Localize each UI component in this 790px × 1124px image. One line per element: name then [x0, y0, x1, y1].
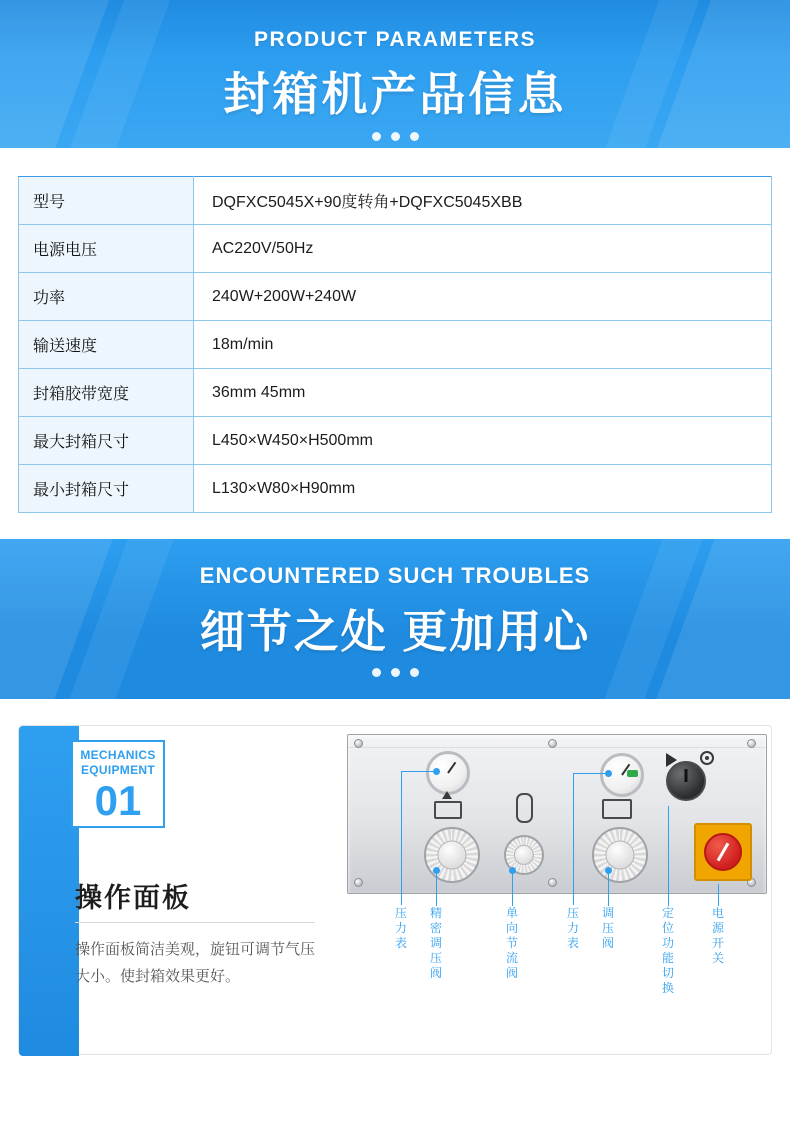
callout-label-one-way-flow-valve: 单向节流阀: [505, 906, 518, 980]
detail-title: 操作面板: [75, 883, 191, 913]
regulator-arrow-icon: [442, 791, 452, 799]
gauge-green-band: [627, 770, 638, 777]
row-label: 功率: [19, 273, 194, 321]
table-row: [19, 417, 772, 465]
knob-cap: [605, 840, 634, 869]
row-label: 最小封箱尺寸: [19, 465, 194, 513]
dot: [410, 668, 419, 677]
title-divider: [75, 922, 315, 923]
dot: [391, 668, 400, 677]
detail-section: [0, 699, 790, 1044]
flow-valve-symbol-icon: [516, 793, 533, 823]
table-row: [19, 177, 772, 225]
knob-cap: [437, 840, 466, 869]
callout-label-pressure-valve: 调压阀: [601, 906, 614, 950]
row-label: 最大封箱尺寸: [19, 417, 194, 465]
callout-label-pressure-gauge-2: 压力表: [566, 906, 579, 950]
callout-label-power-switch: 电源开关: [711, 906, 724, 965]
callout-line: [718, 884, 719, 906]
banner-english-title: ENCOUNTERED SUCH TROUBLES: [199, 563, 591, 588]
screw-icon: [548, 878, 557, 887]
callout-line: [401, 771, 402, 905]
section-gap: [0, 513, 790, 539]
banner-content: [0, 0, 790, 141]
screw-icon: [548, 739, 557, 748]
banner-dots: [0, 668, 790, 677]
callout-line: [573, 773, 574, 905]
detail-blue-bar: [19, 726, 79, 1056]
row-value: L130×W80×H90mm: [194, 465, 772, 513]
callout-line: [573, 773, 607, 774]
banner-content: [0, 539, 790, 677]
product-parameters-banner: [0, 0, 790, 148]
badge-line-2: EQUIPMENT: [80, 763, 156, 777]
troubles-banner: [0, 539, 790, 699]
row-label: 封箱胶带宽度: [19, 369, 194, 417]
banner-chinese-title: 细节之处 更加用心: [199, 606, 591, 657]
knob-cap: [514, 845, 534, 865]
row-value: L450×W450×H500mm: [194, 417, 772, 465]
screw-icon: [747, 739, 756, 748]
row-value: 240W+200W+240W: [194, 273, 772, 321]
row-value: 18m/min: [194, 321, 772, 369]
power-switch-knob[interactable]: [704, 833, 742, 871]
position-function-selector[interactable]: [666, 761, 706, 801]
dot: [410, 132, 419, 141]
banner-dots: [0, 132, 790, 141]
precision-regulator-knob[interactable]: [424, 827, 480, 883]
banner-english-title: PRODUCT PARAMETERS: [253, 28, 537, 51]
table-row: [19, 321, 772, 369]
dot: [372, 132, 381, 141]
banner-chinese-title: 封箱机产品信息: [223, 68, 567, 120]
table-row: [19, 225, 772, 273]
callout-label-precision-regulator: 精密调压阀: [429, 906, 442, 980]
dot: [391, 132, 400, 141]
table-row: [19, 369, 772, 417]
callout-label-pressure-gauge-1: 压力表: [394, 906, 407, 950]
product-parameters-table: [18, 176, 772, 513]
detail-card: [18, 725, 772, 1055]
control-panel-body: [347, 734, 767, 894]
row-value: 36mm 45mm: [194, 369, 772, 417]
callout-line: [401, 771, 437, 772]
screw-icon: [354, 878, 363, 887]
callout-line: [668, 806, 669, 906]
row-label: 型号: [19, 177, 194, 225]
spec-table-wrapper: [0, 148, 790, 513]
badge-line-1: MECHANICS: [80, 748, 156, 762]
callout-line: [436, 870, 437, 906]
callout-label-position-function: 定位功能切换: [661, 906, 674, 995]
table-row: [19, 273, 772, 321]
row-label: 输送速度: [19, 321, 194, 369]
gear-icon: [700, 751, 714, 765]
pressure-valve-symbol-icon: [602, 799, 632, 819]
control-panel-photo: [337, 734, 765, 1048]
row-value: DQFXC5045X+90度转角+DQFXC5045XBB: [194, 177, 772, 225]
callout-line: [608, 870, 609, 906]
row-value: AC220V/50Hz: [194, 225, 772, 273]
table-row: [19, 465, 772, 513]
pressure-regulator-knob[interactable]: [592, 827, 648, 883]
detail-number-badge: [71, 740, 165, 828]
regulator-symbol-icon: [434, 801, 462, 819]
detail-description: 操作面板简洁美观，旋钮可调节气压大小。使封箱效果更好。: [75, 941, 316, 985]
dot: [372, 668, 381, 677]
power-switch[interactable]: [694, 823, 752, 881]
callout-line: [512, 870, 513, 906]
badge-number: 01: [94, 777, 142, 824]
row-label: 电源电压: [19, 225, 194, 273]
screw-icon: [354, 739, 363, 748]
